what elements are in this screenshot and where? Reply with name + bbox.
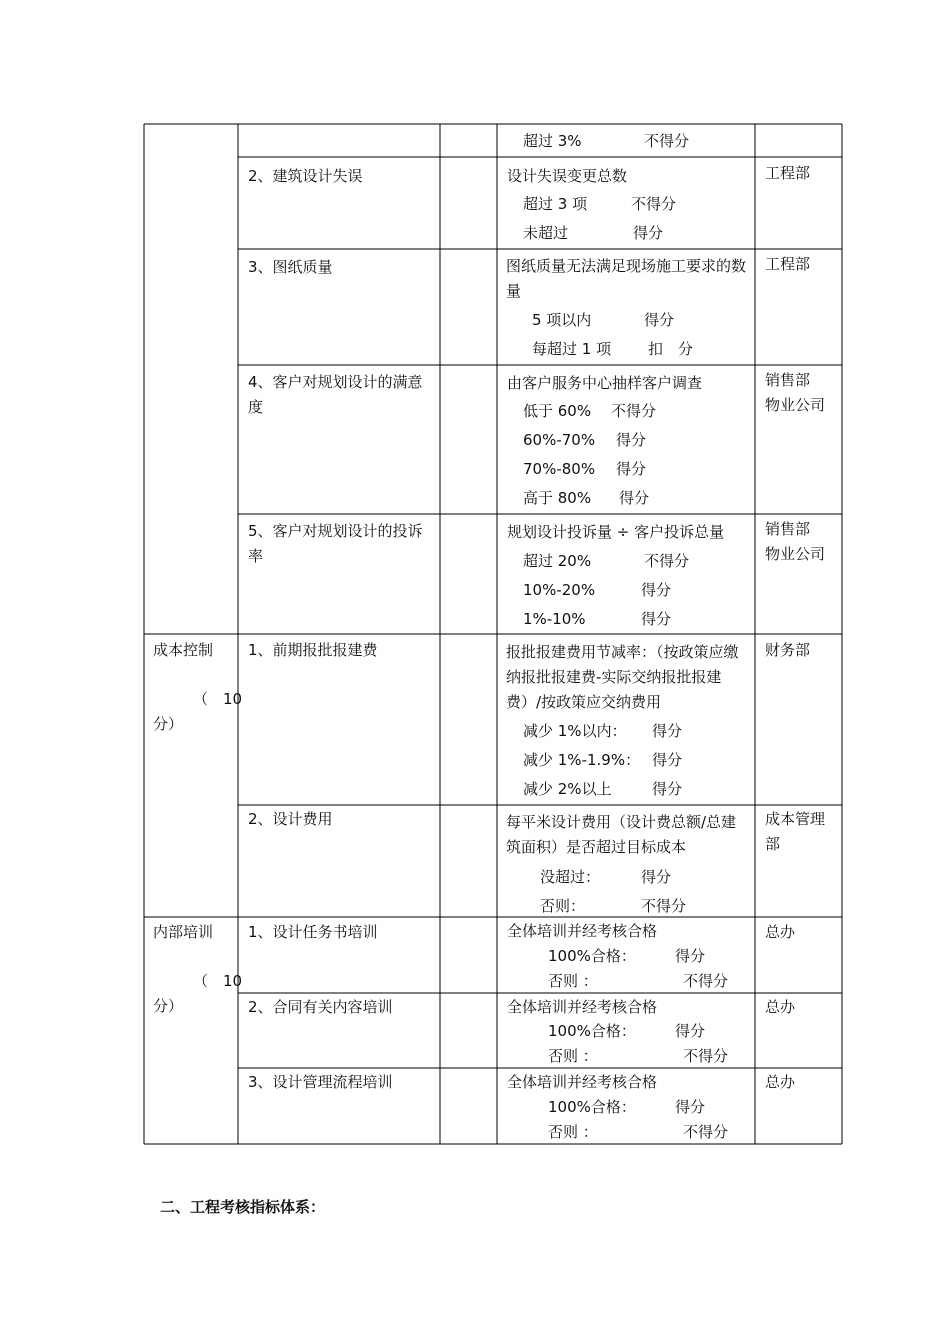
score-text: 得分 [633, 224, 664, 242]
department-label: 物业公司 [765, 545, 826, 563]
department-label: 财务部 [765, 641, 811, 659]
category-points: 分） [153, 997, 184, 1015]
score-text: 得分 [652, 722, 683, 740]
section-heading: 二、工程考核指标体系： [160, 1198, 326, 1216]
criterion-text: 图纸质量无法满足现场施工要求的数量 [506, 257, 747, 300]
criterion-text: 每超过 1 项 [532, 340, 612, 358]
score-text: 不得分 [683, 972, 729, 990]
criterion-text: 由客户服务中心抽样客户调查 [507, 374, 703, 392]
score-text: 得分 [641, 581, 672, 599]
score-text: 得分 [641, 868, 672, 886]
kpi-item-label: 3、设计管理流程培训 [248, 1073, 393, 1091]
criterion-text: 100%合格： [548, 1022, 636, 1040]
kpi-item-label: 1、设计任务书培训 [248, 923, 378, 941]
category-points: （ 10 [193, 690, 243, 708]
department-label: 总办 [765, 998, 796, 1016]
score-text: 不得分 [644, 552, 690, 570]
criterion-text: 5 项以内 [532, 311, 592, 329]
score-text: 得分 [652, 751, 683, 769]
department-label: 工程部 [765, 164, 811, 182]
criterion-text: 低于 60% [523, 402, 592, 420]
criterion-text: 超过 20% [523, 552, 592, 570]
criterion-text: 否则： [540, 897, 586, 915]
category-points: 分） [153, 715, 184, 733]
kpi-item-label: 4、客户对规划设计的满意度 [248, 373, 423, 416]
department-label: 总办 [765, 923, 796, 941]
criterion-text: 没超过： [540, 868, 601, 886]
score-text: 得分 [652, 780, 683, 798]
score-text: 扣 分 [648, 340, 694, 358]
criterion-text: 减少 1%以内： [523, 722, 627, 740]
criterion-text: 减少 2%以上 [523, 780, 612, 798]
kpi-item-label: 1、前期报批报建费 [248, 641, 378, 659]
score-text: 得分 [675, 947, 706, 965]
score-text: 得分 [644, 311, 675, 329]
score-text: 不得分 [683, 1047, 729, 1065]
criterion-text: 高于 80% [523, 489, 592, 507]
criterion-text: 设计失误变更总数 [507, 167, 628, 185]
criterion-text: 规划设计投诉量 ÷ 客户投诉总量 [507, 523, 725, 541]
criterion-text: 超过 3% [523, 132, 582, 150]
criterion-text: 否则 ： [548, 1047, 598, 1065]
kpi-item-label: 2、合同有关内容培训 [248, 998, 393, 1016]
score-text: 不得分 [631, 195, 677, 213]
category-points: （ 10 [193, 972, 243, 990]
kpi-item-label: 2、建筑设计失误 [248, 167, 363, 185]
score-text: 得分 [675, 1098, 706, 1116]
score-text: 不得分 [683, 1123, 729, 1141]
score-text: 不得分 [611, 402, 657, 420]
criterion-text: 减少 1%-1.9%： [523, 751, 641, 769]
department-label: 物业公司 [765, 396, 826, 414]
department-label: 总办 [765, 1073, 796, 1091]
criterion-text: 全体培训并经考核合格 [507, 1073, 658, 1091]
score-text: 得分 [619, 489, 650, 507]
criterion-text: 60%-70% [523, 431, 596, 449]
criterion-text: 全体培训并经考核合格 [507, 998, 658, 1016]
criterion-text: 1%-10% [523, 610, 586, 628]
criterion-text: 100%合格： [548, 947, 636, 965]
department-label: 销售部 [765, 520, 811, 538]
department-label: 成本管理部 [765, 810, 826, 853]
criterion-text: 未超过 [523, 224, 569, 242]
score-text: 得分 [675, 1022, 706, 1040]
criterion-text: 报批报建费用节减率：（按政策应缴纳报批报建费-实际交纳报批报建费）/按政策应交纳费用 [506, 643, 739, 711]
criterion-text: 否则 ： [548, 1123, 598, 1141]
department-label: 工程部 [765, 255, 811, 273]
criterion-text: 全体培训并经考核合格 [507, 922, 658, 940]
score-text: 不得分 [641, 897, 687, 915]
criterion-text: 100%合格： [548, 1098, 636, 1116]
criterion-text: 否则 ： [548, 972, 598, 990]
criterion-text: 超过 3 项 [523, 195, 588, 213]
score-text: 不得分 [644, 132, 690, 150]
department-label: 销售部 [765, 371, 811, 389]
kpi-item-label: 2、设计费用 [248, 810, 333, 828]
criterion-text: 每平米设计费用（设计费总额/总建筑面积）是否超过目标成本 [506, 813, 737, 856]
kpi-item-label: 3、图纸质量 [248, 258, 333, 276]
category-label: 成本控制 [153, 641, 214, 659]
score-text: 得分 [641, 610, 672, 628]
criterion-text: 70%-80% [523, 460, 596, 478]
criterion-text: 10%-20% [523, 581, 596, 599]
score-text: 得分 [616, 460, 647, 478]
kpi-item-label: 5、客户对规划设计的投诉率 [248, 522, 423, 565]
category-label: 内部培训 [153, 923, 214, 941]
score-text: 得分 [616, 431, 647, 449]
